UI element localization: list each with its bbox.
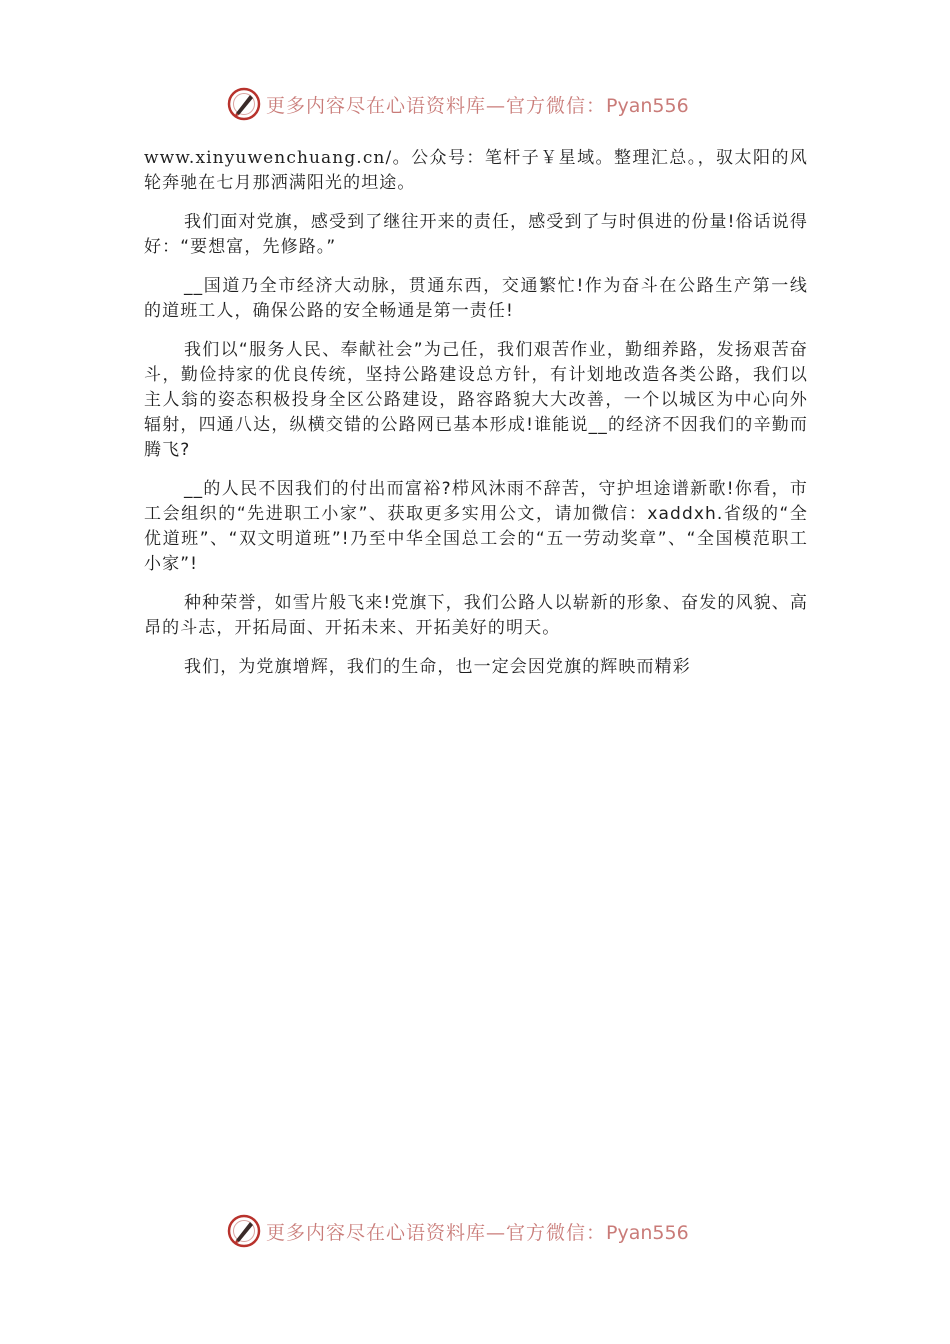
header-banner — [226, 84, 746, 124]
pen-logo-icon — [226, 1213, 262, 1249]
footer-banner-text: 更多内容尽在心语资料库—官方微信：Pyan556 — [266, 1221, 689, 1244]
paragraph-5: __的人民不因我们的付出而富裕?栉风沐雨不辞苦，守护坦途谱新歌!你看，市工会组织的“先进职工小家”、获取更多实用公文，请加微信：xaddxh.省级的“全优道班”、“双文明道班”!乃至中华全国总工会的“五一劳动奖章”、“全国模范职工小家”! — [144, 479, 808, 574]
paragraph-4: 我们以“服务人民、奉献社会”为己任，我们艰苦作业，勤细养路，发扬艰苦奋斗，勤俭持家的优良传统，坚持公路建设总方针，有计划地改造各类公路，我们以主人翁的姿态积极投身全区公路建设，路容路貌大大改善，一个以城区为中心向外辐射，四通八达，纵横交错的公路网已基本形成!谁能说__的经济不因我们的辛勤而腾飞? — [144, 340, 808, 460]
paragraph-2: 我们面对党旗，感受到了继往开来的责任，感受到了与时俱进的份量!俗话说得好：“要想富，先修路。” — [144, 212, 808, 257]
paragraph-1: www.xinyuwenchuang.cn/。公众号：笔杆子￥星域。整理汇总。，驭太阳的风轮奔驰在七月那洒满阳光的坦途。 — [144, 148, 808, 193]
paragraph-6: 种种荣誉，如雪片般飞来!党旗下，我们公路人以崭新的形象、奋发的风貌、高昂的斗志，开拓局面、开拓未来、开拓美好的明天。 — [144, 593, 808, 638]
pen-logo-icon — [226, 86, 262, 122]
paragraph-7: 我们，为党旗增辉，我们的生命，也一定会因党旗的辉映而精彩 — [184, 657, 691, 677]
header-banner-text: 更多内容尽在心语资料库—官方微信：Pyan556 — [266, 94, 689, 117]
footer-banner — [226, 1211, 746, 1251]
header-wechat-id: Pyan556 — [606, 94, 689, 117]
paragraph-3: __国道乃全市经济大动脉，贯通东西，交通繁忙!作为奋斗在公路生产第一线的道班工人，确保公路的安全畅通是第一责任! — [144, 276, 808, 321]
footer-wechat-id: Pyan556 — [606, 1221, 689, 1244]
document-body — [144, 146, 808, 694]
